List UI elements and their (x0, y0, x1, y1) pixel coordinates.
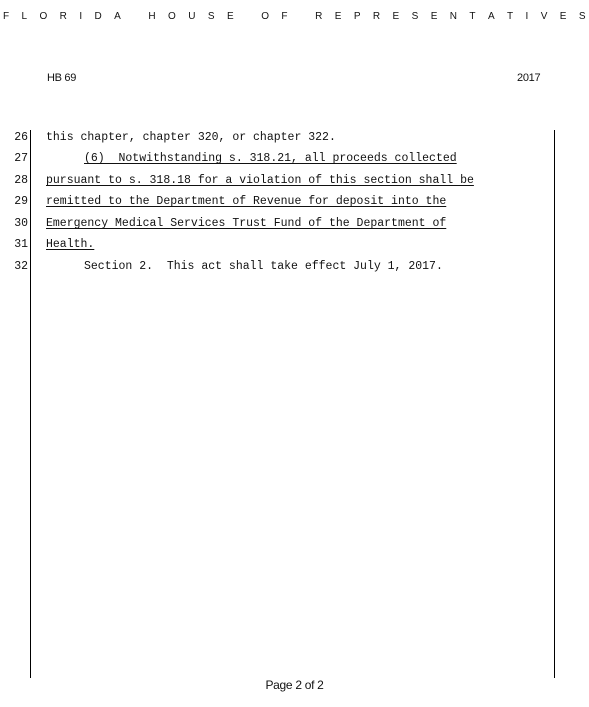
masthead-letter (133, 11, 136, 22)
line-number: 26 (14, 131, 28, 144)
page-number: Page 2 of 2 (265, 678, 324, 692)
line-number: 31 (14, 238, 28, 251)
masthead-letter: T (507, 11, 514, 22)
masthead-letter: I (79, 11, 83, 22)
masthead-letter: E (392, 11, 400, 22)
bill-number: HB 69 (47, 72, 77, 84)
masthead-letter: E (334, 11, 342, 22)
bill-line (0, 238, 589, 259)
bill-line (0, 260, 589, 281)
masthead-letter: E (559, 11, 567, 22)
masthead-letter: T (469, 11, 476, 22)
masthead-letter: L (21, 11, 28, 22)
line-text: this chapter, chapter 320, or chapter 322. (46, 131, 336, 144)
masthead-letter: I (525, 11, 529, 22)
line-number: 29 (14, 195, 28, 208)
masthead-letter: O (168, 11, 176, 22)
masthead-letter: S (411, 11, 419, 22)
masthead-letter: U (188, 11, 196, 22)
bill-line (0, 152, 589, 173)
masthead-letter: E (430, 11, 438, 22)
bill-line (0, 174, 589, 195)
masthead-letter: P (353, 11, 361, 22)
masthead-letter (246, 11, 249, 22)
bill-line (0, 195, 589, 216)
masthead-letter: R (59, 11, 67, 22)
masthead-letter: F (3, 11, 10, 22)
line-number: 30 (14, 217, 28, 230)
masthead-letter: N (449, 11, 458, 22)
line-text: Health. (46, 238, 95, 251)
bill-line (0, 131, 589, 152)
line-text: Emergency Medical Services Trust Fund of the Department of (46, 217, 447, 230)
masthead-letter: F (281, 11, 288, 22)
masthead-letter: R (372, 11, 381, 22)
masthead-letter: E (226, 11, 234, 22)
masthead-letter: H (148, 11, 156, 22)
line-number: 27 (14, 152, 28, 165)
line-text: pursuant to s. 318.18 for a violation of this section shall be (46, 174, 474, 187)
bill-line (0, 217, 589, 238)
masthead-letter: D (94, 11, 102, 22)
line-number: 32 (14, 260, 28, 273)
masthead-letter: S (207, 11, 215, 22)
masthead-letter: A (487, 11, 495, 22)
line-text: (6) Notwithstanding s. 318.21, all proceeds collected (84, 152, 457, 165)
line-text: remitted to the Department of Revenue for deposit into the (46, 195, 447, 208)
masthead-letter: O (39, 11, 48, 22)
masthead-letter: A (114, 11, 121, 22)
masthead-letter: S (578, 11, 586, 22)
masthead-letter: O (261, 11, 269, 22)
masthead (3, 11, 586, 22)
masthead-letter (300, 11, 303, 22)
session-year: 2017 (517, 72, 541, 84)
line-number: 28 (14, 174, 28, 187)
masthead-letter: R (315, 11, 323, 22)
masthead-letter: V (540, 11, 548, 22)
line-text: Section 2. This act shall take effect July 1, 2017. (84, 260, 443, 273)
